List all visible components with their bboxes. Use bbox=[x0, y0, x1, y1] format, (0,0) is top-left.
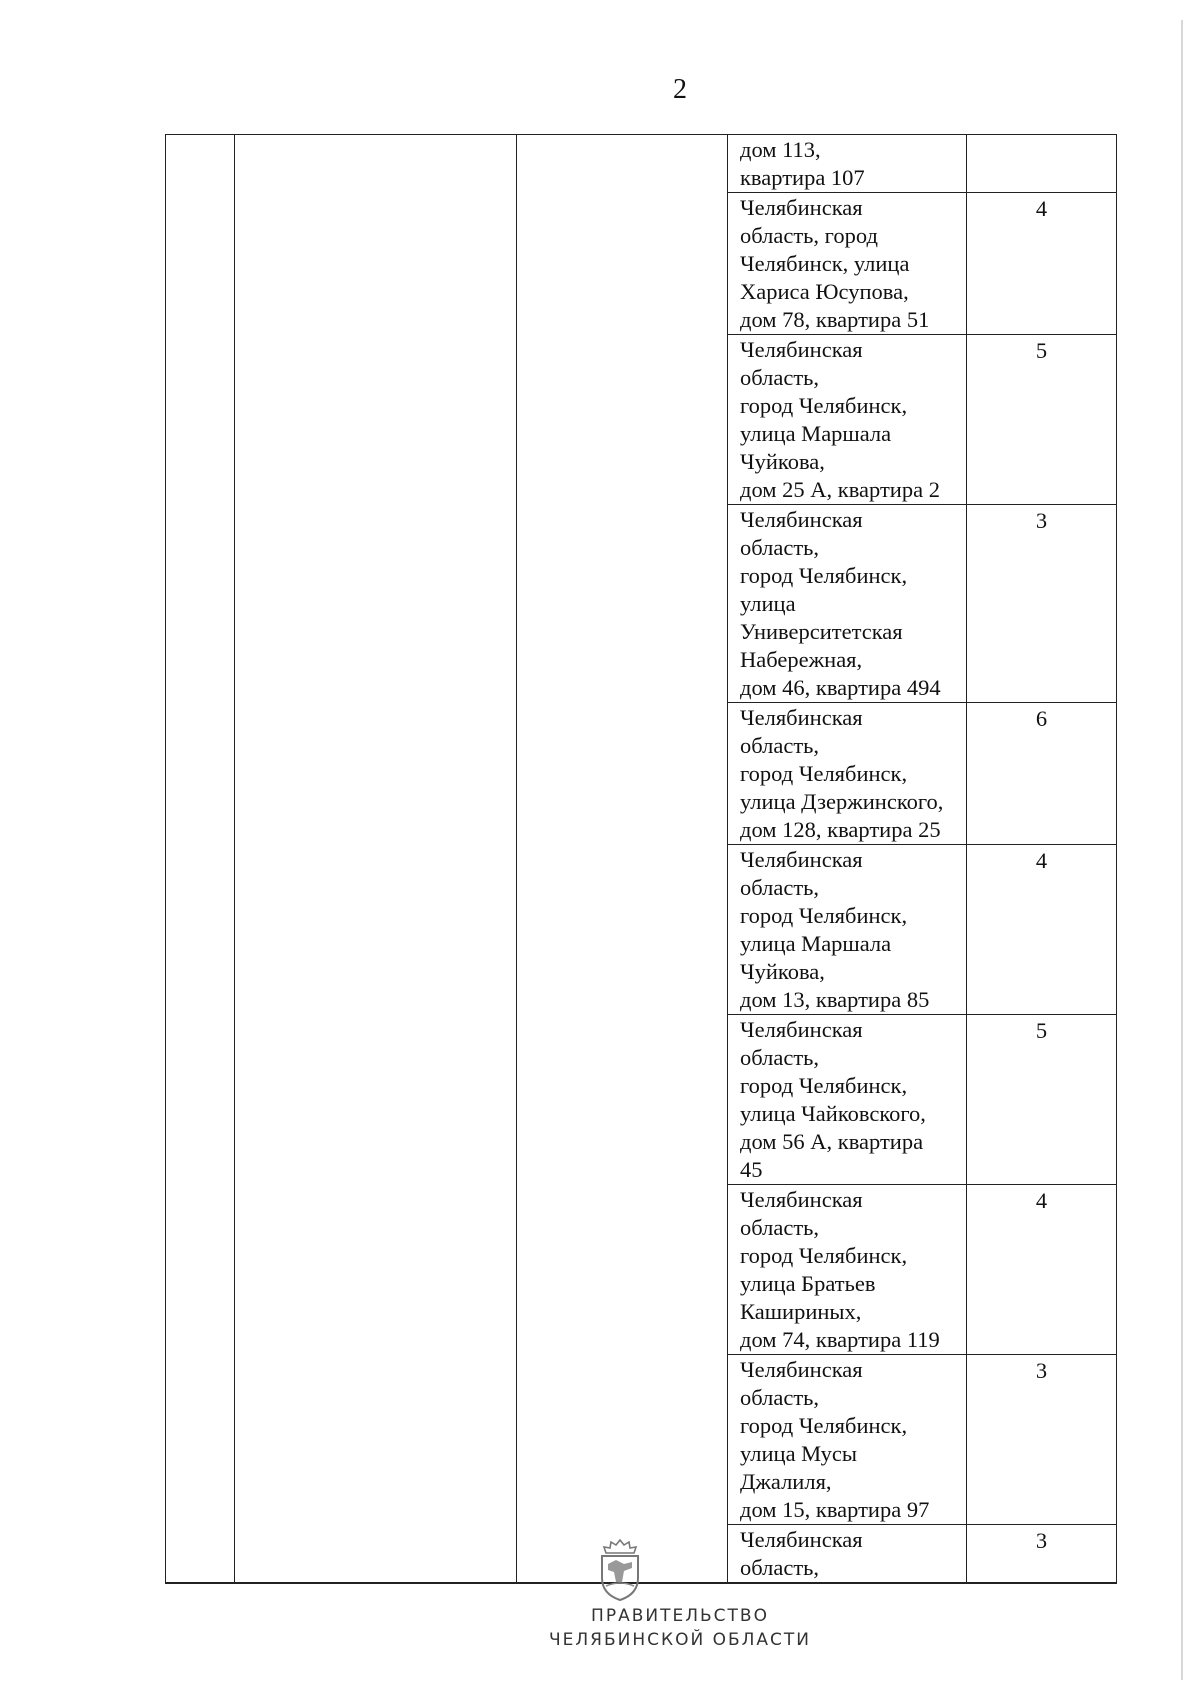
col-number-cell bbox=[166, 135, 235, 1584]
footer-line-1: ПРАВИТЕЛЬСТВО bbox=[591, 1606, 769, 1626]
count-cell: 6 bbox=[967, 703, 1117, 845]
table-row bbox=[166, 135, 1117, 193]
address-cell: Челябинская область, город Челябинск, улица Университетская Набережная, дом 46, квартира 494 bbox=[728, 505, 967, 703]
col-name-cell bbox=[235, 135, 517, 1584]
chelyabinsk-coat-of-arms-icon bbox=[594, 1538, 646, 1602]
count-cell: 5 bbox=[967, 335, 1117, 505]
address-cell: Челябинская область, город Челябинск, улица Маршала Чуйкова, дом 13, квартира 85 bbox=[728, 845, 967, 1015]
count-cell: 4 bbox=[967, 1185, 1117, 1355]
footer-organization bbox=[0, 1604, 1200, 1652]
count-cell: 3 bbox=[967, 1525, 1117, 1584]
count-cell: 4 bbox=[967, 845, 1117, 1015]
address-cell: Челябинская область, город Челябинск, улица Чайковского, дом 56 А, квартира 45 bbox=[728, 1015, 967, 1185]
address-cell: Челябинская область, город Челябинск, улица Маршала Чуйкова, дом 25 А, квартира 2 bbox=[728, 335, 967, 505]
address-cell: Челябинская область, город Челябинск, улица Хариса Юсупова, дом 78, квартира 51 bbox=[728, 193, 967, 335]
page-edge-shadow bbox=[1181, 20, 1183, 1680]
address-cell: Челябинская область, город Челябинск, улица Братьев Кашириных, дом 74, квартира 119 bbox=[728, 1185, 967, 1355]
address-cell: Челябинская область, город Челябинск, улица Мусы Джалиля, дом 15, квартира 97 bbox=[728, 1355, 967, 1525]
count-cell: 3 bbox=[967, 1355, 1117, 1525]
footer-line-2: ЧЕЛЯБИНСКОЙ ОБЛАСТИ bbox=[548, 1630, 812, 1650]
address-cell: дом 113, квартира 107 bbox=[728, 135, 967, 193]
count-cell: 4 bbox=[967, 193, 1117, 335]
data-table bbox=[165, 134, 1117, 1584]
col-info-cell bbox=[517, 135, 728, 1584]
address-cell: Челябинская область, bbox=[728, 1525, 967, 1584]
count-cell: 5 bbox=[967, 1015, 1117, 1185]
address-cell: Челябинская область, город Челябинск, улица Дзержинского, дом 128, квартира 25 bbox=[728, 703, 967, 845]
page-number: 2 bbox=[673, 74, 687, 105]
count-cell: 3 bbox=[967, 505, 1117, 703]
count-cell bbox=[967, 135, 1117, 193]
